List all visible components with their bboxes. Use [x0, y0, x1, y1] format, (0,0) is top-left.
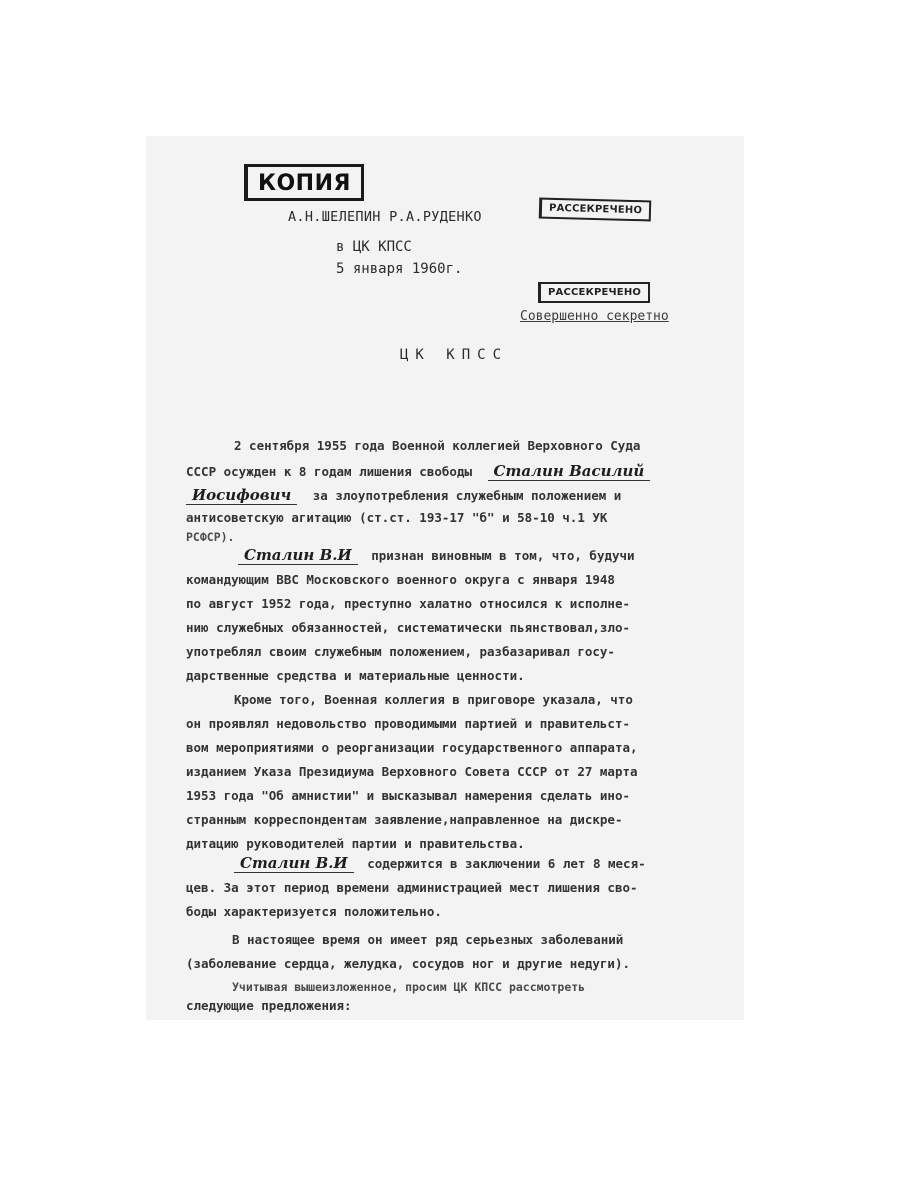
body-text: признан виновным в том, что, будучи [371, 548, 635, 563]
body-line: по август 1952 года, преступно халатно относился к исполне- [186, 596, 631, 611]
body-line: дитацию руководителей партии и правительства. [186, 836, 525, 851]
handwritten-name: Сталин В.И [234, 854, 354, 873]
body-line: РСФСР). [186, 530, 235, 544]
body-line: В настоящее время он имеет ряд серьезных заболеваний [232, 932, 624, 947]
body-text: за злоупотребления служебным положением и [312, 488, 622, 503]
body-line: следующие предложения: [186, 998, 352, 1013]
document-page [146, 136, 744, 1020]
document-addressee: ЦК КПСС [400, 347, 509, 363]
declassified-stamp: РАССЕКРЕЧЕНО [538, 282, 650, 303]
body-line: употреблял своим служебным положением, разбазаривал госу- [186, 644, 615, 659]
declassified-stamp: РАССЕКРЕЧЕНО [539, 198, 652, 222]
body-line: (заболевание сердца, желудка, сосудов ног и другие недуги). [186, 956, 631, 971]
body-line: боды характеризуется положительно. [186, 904, 442, 919]
document-date: 5 января 1960г. [336, 261, 463, 277]
body-line: дарственные средства и материальные ценности. [186, 668, 525, 683]
body-line: странным корреспондентам заявление,направленное на дискре- [186, 812, 623, 827]
body-line: командующим ВВС Московского военного округа с января 1948 [186, 572, 615, 587]
body-line: изданием Указа Президиума Верховного Совета СССР от 27 марта [186, 764, 638, 779]
copy-stamp: КОПИЯ [244, 164, 364, 201]
body-text: СССР осужден к 8 годам лишения свободы [186, 464, 472, 479]
body-line: он проявлял недовольство проводимыми партией и правительст- [186, 716, 631, 731]
body-text: содержится в заключении 6 лет 8 меся- [367, 856, 646, 871]
body-line [234, 854, 646, 873]
body-line: нию служебных обязанностей, систематически пьянствовал,зло- [186, 620, 631, 635]
body-line: цев. За этот период времени администрацией мест лишения сво- [186, 880, 638, 895]
body-line: антисоветскую агитацию (ст.ст. 193-17 "б" и 58-10 ч.1 УК [186, 510, 608, 525]
handwritten-name: Сталин В.И [238, 546, 358, 565]
body-line [186, 486, 621, 505]
document-authors: А.Н.ШЕЛЕПИН Р.А.РУДЕНКО [288, 209, 482, 225]
body-line: Учитывая вышеизложенное, просим ЦК КПСС рассмотреть [232, 980, 586, 994]
document-recipient: в ЦК КПСС [336, 239, 412, 255]
body-line: 1953 года "Об амнистии" и высказывал намерения сделать ино- [186, 788, 631, 803]
handwritten-name: Сталин Василий [488, 462, 651, 481]
body-line [186, 462, 650, 481]
body-line [238, 546, 635, 565]
classification-label: Совершенно секретно [520, 309, 669, 324]
body-line: Кроме того, Военная коллегия в приговоре указала, что [234, 692, 633, 707]
body-line: 2 сентября 1955 года Военной коллегией Верховного Суда [234, 438, 641, 453]
handwritten-name: Иосифович [186, 486, 297, 505]
body-line: вом мероприятиями о реорганизации государственного аппарата, [186, 740, 638, 755]
